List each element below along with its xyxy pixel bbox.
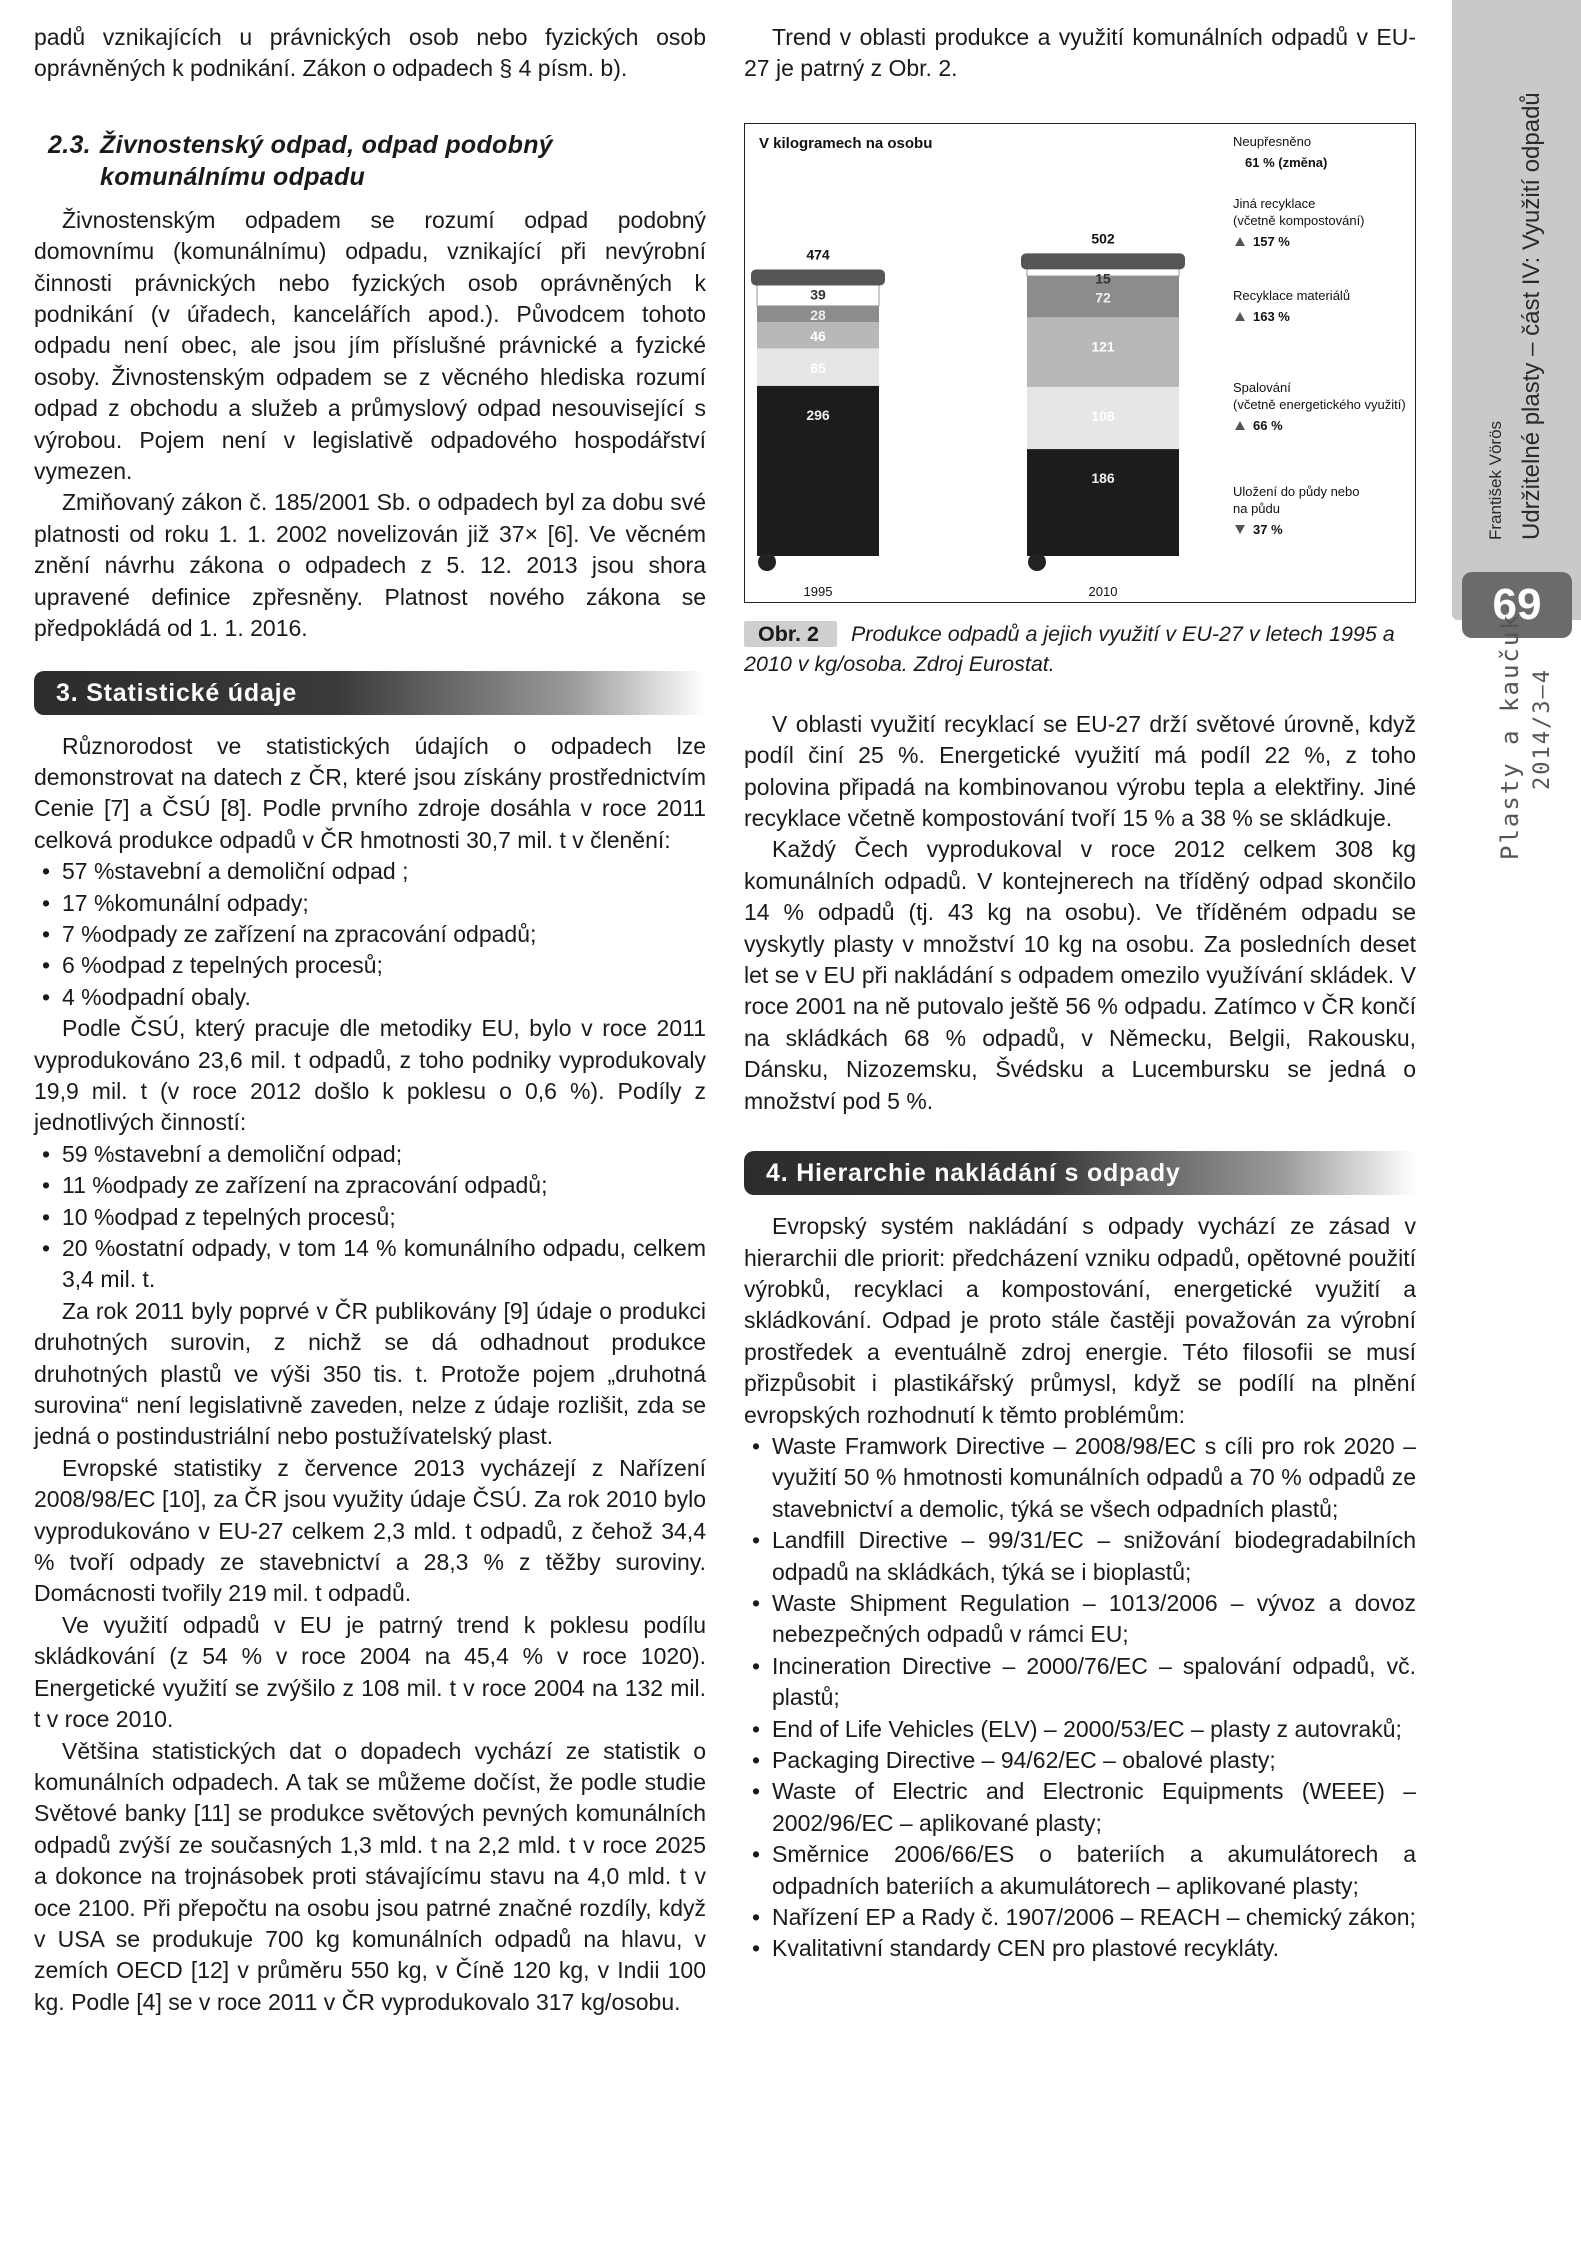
- journal-issue-vertical: 2014/3–4: [1530, 668, 1555, 790]
- bin-wheel: [1028, 553, 1046, 571]
- page-number: 69: [1462, 572, 1572, 638]
- list-item: • Směrnice 2006/66/ES o bateriích a akumulátorech a odpadních bateriích a akumulátorech – aplikované plasty;: [744, 1839, 1416, 1902]
- list-item: • 17 %komunální odpady;: [34, 888, 706, 919]
- legend-label: (včetně kompostování): [1233, 212, 1365, 228]
- figure-caption: [744, 619, 1416, 679]
- journal-name-vertical: Plasty a kaučuk: [1496, 613, 1524, 860]
- list-item: • 11 %odpady ze zařízení na zpracování odpadů;: [34, 1170, 706, 1201]
- section-heading-4: 4. Hierarchie nakládání s odpady: [744, 1151, 1416, 1195]
- category-label: 1995: [803, 583, 833, 599]
- journal-side-strip: [1452, 0, 1581, 2253]
- paragraph-recycling: V oblasti využití recyklací se EU-27 drží světové úrovně, když podíl činí 25 %. Energetické využití má podíl 22 %, z toho polovina připadá na kombinovanou výrobu tepla a elektřiny. Jiné recyklace včetně kompostování tvoří 15 % a 38 % se skládkuje.: [744, 710, 1416, 832]
- legend-change: 163 %: [1253, 308, 1290, 324]
- legend-label: (včetně energetického využití): [1233, 396, 1406, 412]
- list-item: • 7 %odpady ze zařízení na zpracování odpadů;: [34, 919, 706, 950]
- list-item: • 20 %ostatní odpady, v tom 14 % komunálního odpadu, celkem 3,4 mil. t.: [34, 1233, 706, 1296]
- paragraph-stat-4: Evropské statistiky z července 2013 vycházejí z Nařízení 2008/98/EC [10], za ČR jsou využity údaje ČSÚ. Za rok 2010 bylo vyprodukováno v EU-27 celkem 2,3 mld. t odpadů, z čehož 34,4 % tvoří odpady ze stavebnictví a 28,3 % z těžby suroviny. Domácnosti tvořily 219 mil. t odpadů.: [34, 1454, 706, 1607]
- paragraph-stat-5: Ve využití odpadů v EU je patrný trend k poklesu podílu skládkování (z 54 % v roce 2004 na 45,4 % v roce 1020). Energetické využití se zvýšilo z 108 mil. t v roce 2004 na 132 mil. t v roce 2010.: [34, 1611, 706, 1733]
- paragraph-hierarchy: Evropský systém nakládání s odpady vychází ze zásad v hierarchii dle priorit: předcházení vzniku odpadů, opětovné použití výrobků, recyklaci a kompostování, energetické využití a skládkování. Odpad je proto stále častěji považován za výrobní prostředek a eventuálně zdroj energie. Této filosofii se musí přizpůsobit i plastikářský průmysl, když se podílí na plnění evropských rozhodnutí k těmto problémům:: [744, 1213, 1416, 1428]
- arrow-down-icon: [1235, 525, 1245, 534]
- legend-change: 61 % (změna): [1245, 154, 1328, 170]
- bar-segment: [1027, 449, 1179, 556]
- arrow-up-icon: [1235, 312, 1245, 321]
- paragraph-stat-6: Většina statistických dat o dopadech vychází ze statistik o komunálních odpadech. A tak se můžeme dočíst, že podle studie Světové banky [11] se produkce světových pevných komunálních odpadů zvýší ze současných 1,3 mld. t na 2,2 mld. t v roce 2025 a dokonce na trojnásobek proti stávajícímu stavu na 4,0 mld. t v oce 2100. Při přepočtu na osobu jsou patrné značné rozdíly, když v USA se produkuje 700 kg komunálních odpadů na hlavu, v zemích OECD [12] v průměru 550 kg, v Číně 120 kg, v Indii 100 kg. Podle [4] se v roce 2011 v ČR vyprodukovalo 317 kg/osobu.: [34, 1737, 706, 2015]
- chart-unit-label: V kilogramech na osobu: [759, 134, 933, 152]
- list-activity-shares: [34, 1139, 706, 1296]
- data-label: 121: [1091, 338, 1115, 355]
- paragraph-stat-3: Za rok 2011 byly poprvé v ČR publikovány [9] údaje o produkci druhotných surovin, z nichž se dá odhadnout produkce druhotných plastů ve výši 350 tis. t. Protože pojem „druhotná surovina“ není legislativně zaveden, nelze z údaje rozlišit, zda se jedná o postindustriální nebo postužívatelský plast.: [34, 1297, 706, 1450]
- paragraph-trend: Trend v oblasti produkce a využití komunálních odpadů v EU-27 je patrný z Obr. 2.: [744, 24, 1416, 82]
- paragraph-zivnostensky-2: Zmiňovaný zákon č. 185/2001 Sb. o odpadech byl za dobu své platnosti od roku 1. 1. 2002 novelizován již 37× [6]. Ve věcném znění návrhu zákona o odpadech z 5. 12. 2013 jsou shora upravené definice zpřesněny. Platnost nového zákona se předpokládá od 1. 1. 2016.: [34, 489, 706, 642]
- legend-label: Uložení do půdy nebo: [1233, 483, 1360, 499]
- bin-wheel: [758, 553, 776, 571]
- paragraph-stat-1: Různorodost ve statistických údajích o odpadech lze demonstrovat na datech z ČR, které jsou získány prostřednictvím Cenie [7] a ČSÚ [8]. Podle prvního zdroje dosáhla v roce 2011 celková produkce odpadů v ČR hmotnosti 30,7 mil. t v členění:: [34, 732, 706, 853]
- list-item: • 57 %stavební a demoliční odpad ;: [34, 856, 706, 887]
- legend-label: Spalování: [1233, 379, 1291, 395]
- total-label: 474: [806, 246, 830, 263]
- list-item: • Waste Framwork Directive – 2008/98/EC s cíli pro rok 2020 – využití 50 % hmotnosti komunálních odpadů a 70 % odpadů ze stavebnictví a demolic, týká se všech odpadních plastů;: [744, 1431, 1416, 1525]
- list-item: • 10 %odpad z tepelných procesů;: [34, 1202, 706, 1233]
- list-item: • 59 %stavební a demoliční odpad;: [34, 1139, 706, 1170]
- paragraph-intro: padů vznikajících u právnických osob nebo fyzických osob oprávněných k podnikání. Zákon o odpadech § 4 písm. b).: [34, 24, 706, 82]
- list-item: • Nařízení EP a Rady č. 1907/2006 – REACH – chemický zákon;: [744, 1902, 1416, 1933]
- list-item: • Landfill Directive – 99/31/EC – snižování biodegradabilních odpadů na skládkách, týká se i bioplastů;: [744, 1525, 1416, 1588]
- figure-caption-tag: Obr. 2: [744, 621, 837, 647]
- data-label: 296: [806, 406, 830, 423]
- legend-label: Neupřesněno: [1233, 133, 1312, 149]
- data-label: 46: [810, 328, 826, 345]
- list-item: • Waste of Electric and Electronic Equipments (WEEE) – 2002/96/EC – aplikované plasty;: [744, 1776, 1416, 1839]
- list-item: • Incineration Directive – 2000/76/EC – spalování odpadů, vč. plastů;: [744, 1651, 1416, 1714]
- right-column: [744, 22, 1416, 1965]
- list-item: • Packaging Directive – 94/62/EC – obalové plasty;: [744, 1745, 1416, 1776]
- category-label: 2010: [1088, 583, 1118, 599]
- legend-change: 66 %: [1253, 417, 1283, 433]
- section-heading-3: 3. Statistické údaje: [34, 671, 706, 715]
- subsection-title-line1: Živnostenský odpad, odpad podobný: [100, 130, 553, 159]
- paragraph-zivnostensky-1: Živnostenským odpadem se rozumí odpad podobný domovnímu (komunálnímu) odpadu, vznikající při nevýrobní činnosti právnických nebo fyzických osob oprávněných k podnikání (v úřadech, kancelářích apod.). Původcem tohoto odpadu není obec, ale jsou jím příslušné právnické a fyzické osoby. Živnostenským odpadem se z věcného hlediska rozumí odpad z obchodu a služeb a průmyslový odpad nesouvisející s výrobou. Pojem není v legislativě odpadového hospodářství vymezen.: [34, 206, 706, 485]
- subsection-title-line2: komunálnímu odpadu: [100, 162, 366, 191]
- legend-change: 157 %: [1253, 233, 1290, 249]
- left-column: [34, 22, 706, 2018]
- arrow-up-icon: [1235, 237, 1245, 246]
- list-waste-production-shares: [34, 856, 706, 1013]
- legend-label: Jiná recyklace: [1233, 195, 1316, 211]
- author-vertical: František Vörös: [1486, 420, 1505, 540]
- bin-lid: [751, 269, 885, 285]
- arrow-up-icon: [1235, 421, 1245, 430]
- article-title-band: [1452, 0, 1581, 620]
- legend-label: Recyklace materiálů: [1233, 287, 1351, 303]
- data-label: 72: [1095, 289, 1111, 306]
- list-item: • End of Life Vehicles (ELV) – 2000/53/EC – plasty z autovraků;: [744, 1714, 1416, 1745]
- data-label: 15: [1095, 270, 1111, 287]
- figure-2-chart: [744, 123, 1416, 603]
- list-item: • 6 %odpad z tepelných procesů;: [34, 950, 706, 981]
- bin-lid: [1021, 253, 1185, 269]
- paragraph-czech: Každý Čech vyprodukoval v roce 2012 celkem 308 kg komunálních odpadů. V kontejnerech na tříděný odpad skončilo 14 % odpadů (tj. 43 kg na osobu). Ve tříděném odpadu se vyskytly plasty v množství 10 kg na osobu. Za posledních deset let se v EU při nakládání s odpadem omezilo využívání skládek. V roce 2001 na ně putovalo ještě 56 % odpadu. Zatímco v ČR končí na skládkách 68 % odpadů, v Německu, Belgii, Rakousku, Dánsku, Nizozemsku, Švédsku a Lucembursku se jedná o množství pod 5 %.: [744, 836, 1416, 1114]
- list-item: • 4 %odpadní obaly.: [34, 982, 706, 1013]
- list-item: • Kvalitativní standardy CEN pro plastové recykláty.: [744, 1933, 1416, 1964]
- list-directives: [744, 1431, 1416, 1965]
- data-label: 186: [1091, 469, 1115, 486]
- legend-change: 37 %: [1253, 521, 1283, 537]
- subsection-heading-2-3: [48, 129, 706, 193]
- subsection-number: 2.3.: [48, 130, 91, 159]
- data-label: 108: [1091, 407, 1115, 424]
- total-label: 502: [1091, 230, 1115, 247]
- list-item: • Waste Shipment Regulation – 1013/2006 – vývoz a dovoz nebezpečných odpadů v rámci EU;: [744, 1588, 1416, 1651]
- data-label: 65: [810, 359, 826, 376]
- stacked-bar-chart: [745, 124, 1417, 604]
- paragraph-stat-2: Podle ČSÚ, který pracuje dle metodiky EU, bylo v roce 2011 vyprodukováno 23,6 mil. t odpadů, z toho podniky vyprodukovaly 19,9 mil. t (v roce 2012 došlo k poklesu o 0,6 %). Podíly z jednotlivých činností:: [34, 1015, 706, 1136]
- legend-label: na půdu: [1233, 500, 1280, 516]
- article-title-vertical: Udržitelné plasty – část IV: Využití odpadů: [1518, 92, 1545, 540]
- figure-caption-text: Produkce odpadů a jejich využití v EU-27 v letech 1995 a 2010 v kg/osoba. Zdroj Eurostat.: [744, 621, 1395, 676]
- data-label: 39: [810, 286, 826, 303]
- data-label: 28: [810, 306, 826, 323]
